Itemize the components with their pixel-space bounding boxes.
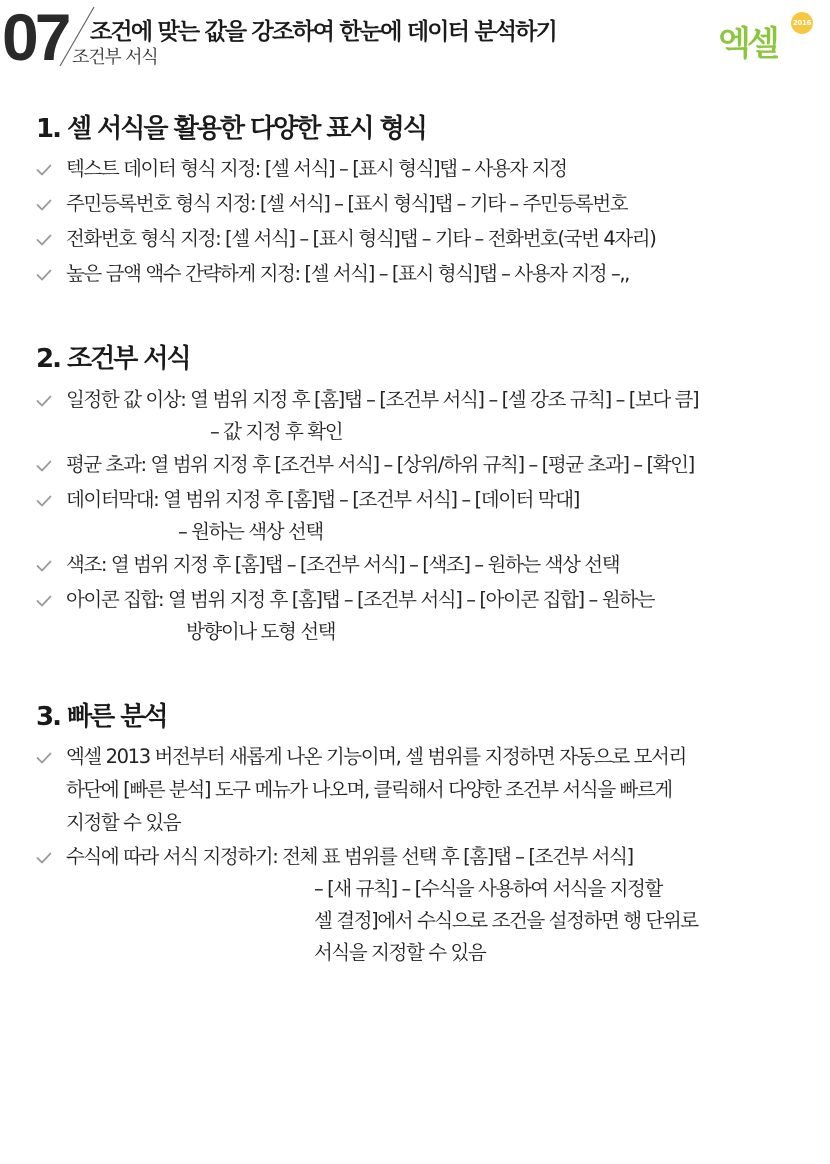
item-text-continued: 서식을 지정할 수 있음 <box>314 941 486 964</box>
item-text-continued: 하단에 [빠른 분석] 도구 메뉴가 나오며, 클릭해서 다양한 조건부 서식을 빠르게 <box>66 778 672 801</box>
check-icon <box>36 495 52 507</box>
check-icon <box>36 752 52 764</box>
item-text: 텍스트 데이터 형식 지정: [셀 서식] – [표시 형식]탭 – 사용자 지정 <box>66 157 567 180</box>
item-text-continued: 지정할 수 있음 <box>66 811 181 834</box>
item-text: 아이콘 집합: 열 범위 지정 후 [홈]탭 – [조건부 서식] – [아이콘 집합] – 원하는 <box>66 588 655 611</box>
item-text-continued: – 값 지정 후 확인 <box>210 420 343 443</box>
item-text-continued: 셀 결정]에서 수식으로 조건을 설정하면 행 단위로 <box>314 909 698 932</box>
chapter-number: 07 <box>2 0 68 74</box>
logo-text: 엑셀 <box>718 24 776 64</box>
item-text-continued: – [새 규칙] – [수식을 사용하여 서식을 지정할 <box>314 877 662 900</box>
item-text: 색조: 열 범위 지정 후 [홈]탭 – [조건부 서식] – [색조] – 원하는 색상 선택 <box>66 553 620 576</box>
page-header <box>0 0 830 75</box>
excel-logo <box>718 12 814 64</box>
item-text: 주민등록번호 형식 지정: [셀 서식] – [표시 형식]탭 – 기타 – 주민등록번호 <box>66 192 628 215</box>
check-icon <box>36 460 52 472</box>
check-icon <box>36 199 52 211</box>
check-icon <box>36 269 52 281</box>
section-title: 2. 조건부 서식 <box>36 344 190 374</box>
check-icon <box>36 234 52 246</box>
item-text-continued: 방향이나 도형 선택 <box>186 620 336 643</box>
check-icon <box>36 164 52 176</box>
item-text: 데이터막대: 열 범위 지정 후 [홈]탭 – [조건부 서식] – [데이터 막대] <box>66 488 579 511</box>
item-text: 수식에 따라 서식 지정하기: 전체 표 범위를 선택 후 [홈]탭 – [조건부 서식] <box>66 845 633 868</box>
check-icon <box>36 395 52 407</box>
chapter-subtitle: 조건부 서식 <box>72 47 158 68</box>
item-text: 평균 초과: 열 범위 지정 후 [조건부 서식] – [상위/하위 규칙] – [평균 초과] – [확인] <box>66 453 694 476</box>
chapter-title: 조건에 맞는 값을 강조하여 한눈에 데이터 분석하기 <box>90 19 557 45</box>
check-icon <box>36 560 52 572</box>
version-badge: 2016 <box>791 12 813 34</box>
item-text: 일정한 값 이상: 열 범위 지정 후 [홈]탭 – [조건부 서식] – [셀 강조 규칙] – [보다 큼] <box>66 388 699 411</box>
section-title: 3. 빠른 분석 <box>36 702 167 732</box>
item-text: 엑셀 2013 버전부터 새롭게 나온 기능이며, 셀 범위를 지정하면 자동으로 모서리 <box>66 745 686 768</box>
check-icon <box>36 595 52 607</box>
check-icon <box>36 852 52 864</box>
item-text: 전화번호 형식 지정: [셀 서식] – [표시 형식]탭 – 기타 – 전화번호(국번 4자리) <box>66 227 656 250</box>
section-title: 1. 셀 서식을 활용한 다양한 표시 형식 <box>36 114 426 144</box>
item-text-continued: – 원하는 색상 선택 <box>178 520 323 543</box>
item-text: 높은 금액 액수 간략하게 지정: [셀 서식] – [표시 형식]탭 – 사용자 지정 –,, <box>66 262 629 285</box>
